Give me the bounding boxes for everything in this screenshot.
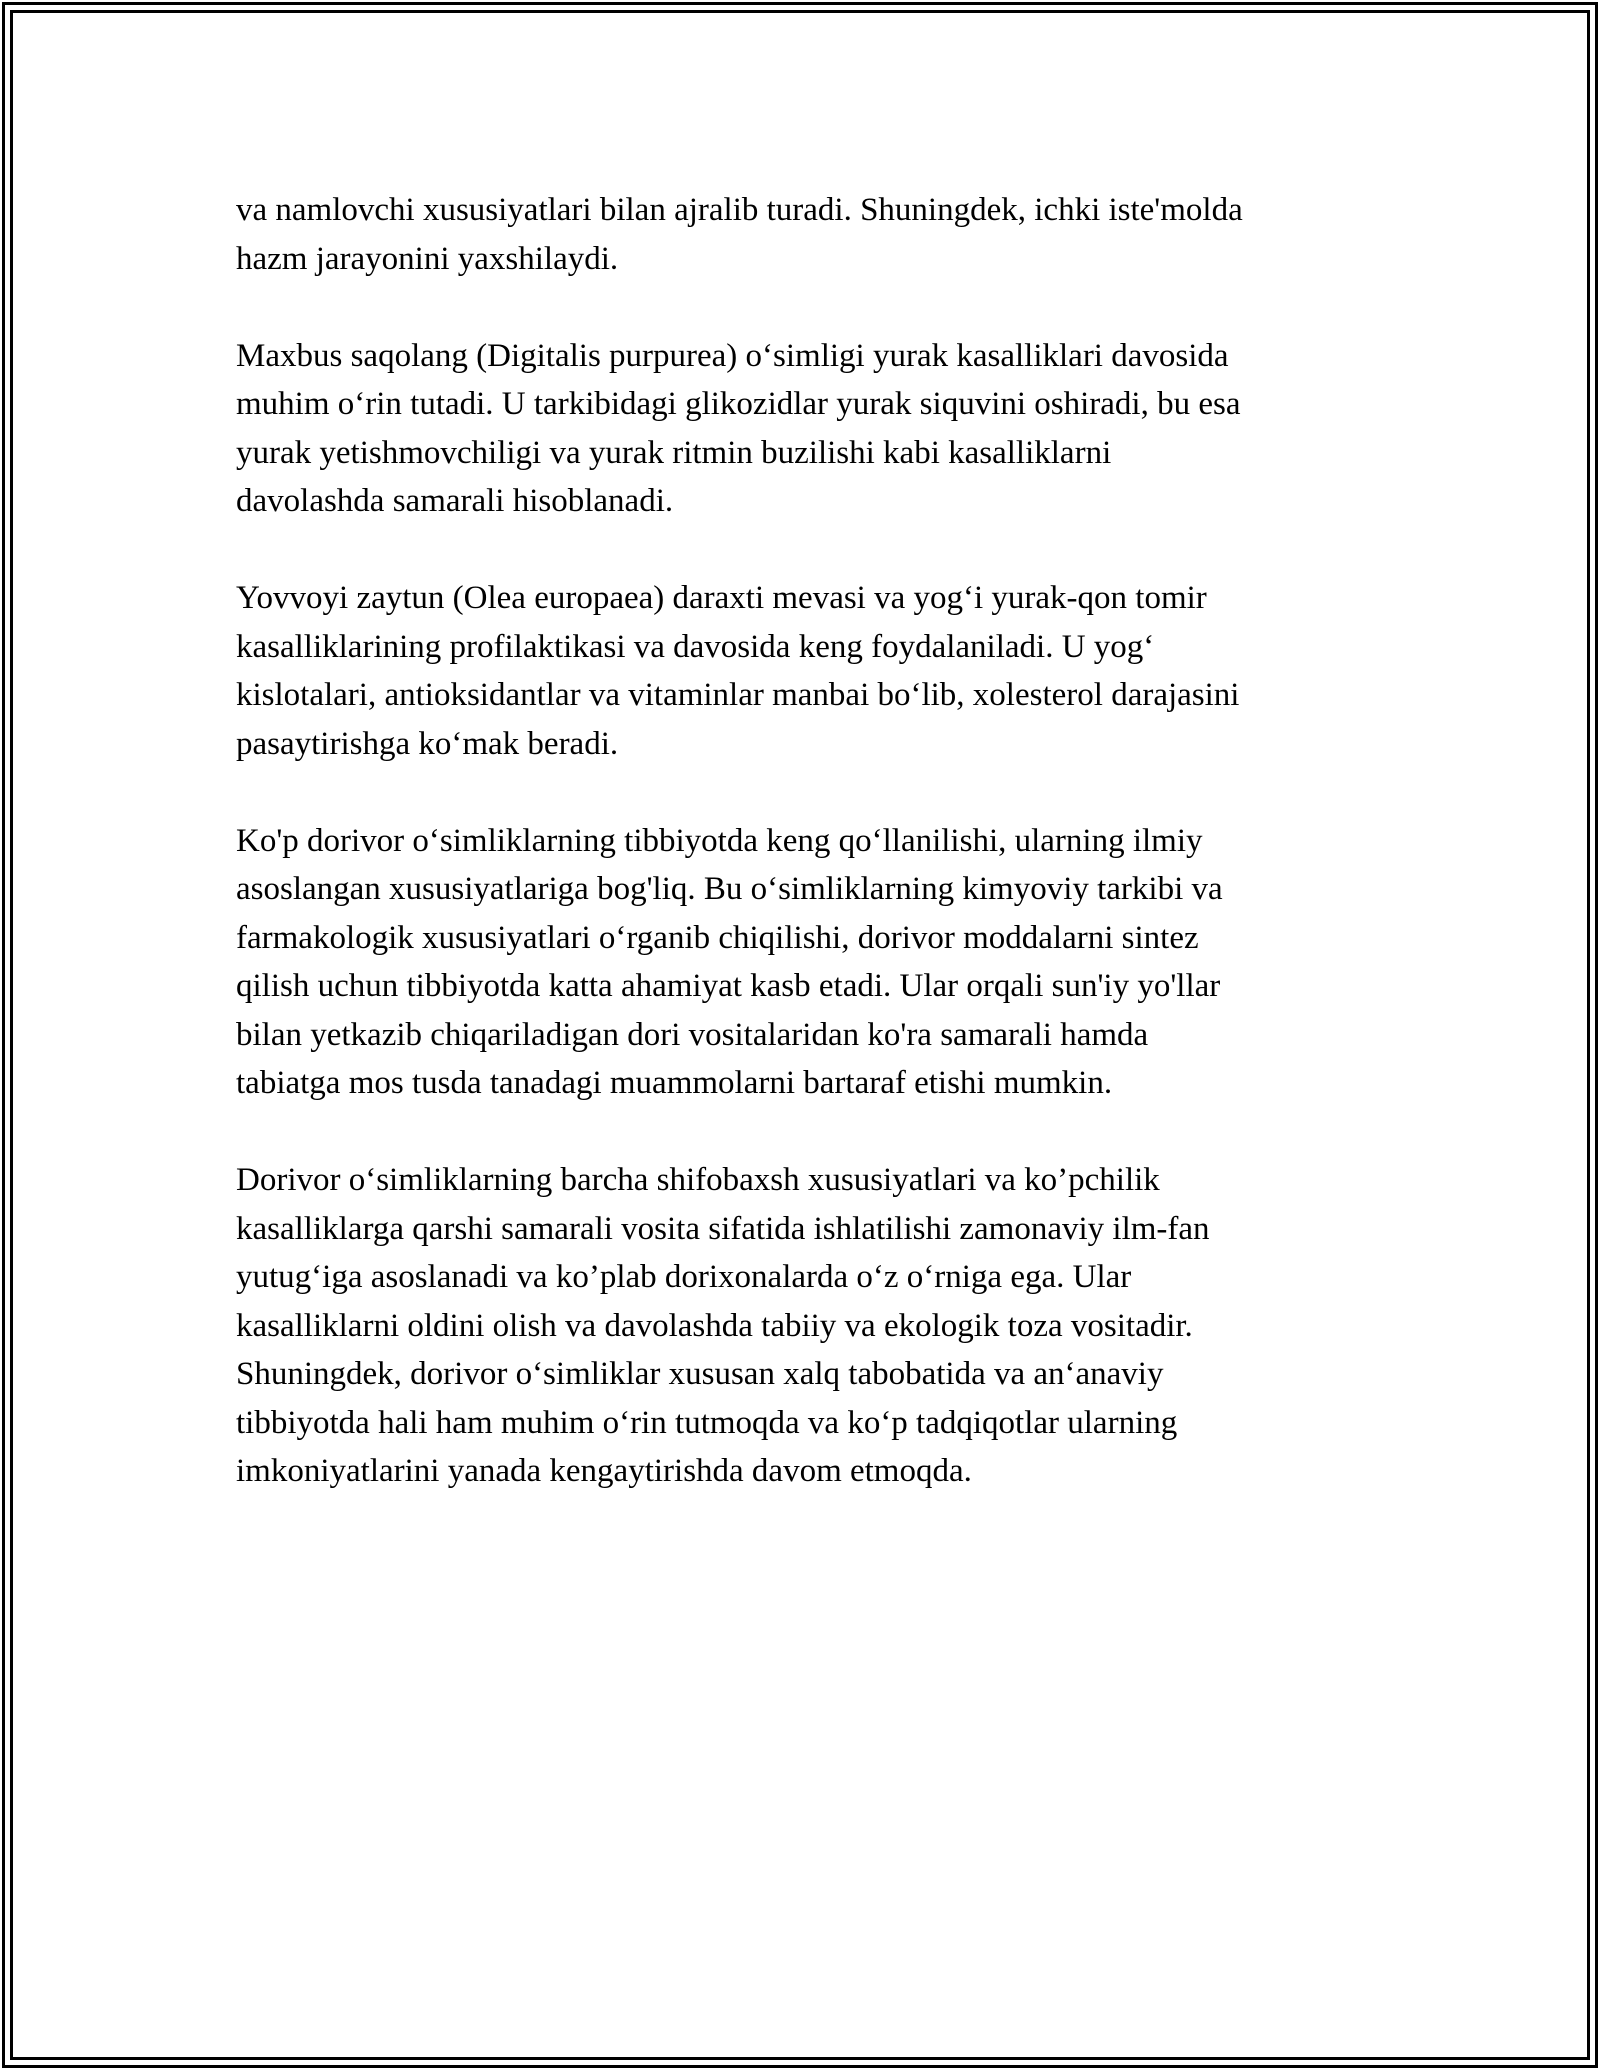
document-body xyxy=(236,186,1366,1544)
paragraph-3: Yovvoyi zaytun (Olea europaea) daraxti mevasi va yog‘i yurak-qon tomir kasalliklarining profilaktikasi va davosida keng foydalaniladi. U yog‘ kislotalari, antioksidantlar va vitaminlar manbai bo‘lib, xolesterol darajasini pasaytirishga ko‘mak beradi. xyxy=(236,580,1240,762)
paragraph-1: va namlovchi xususiyatlari bilan ajralib turadi. Shuningdek, ichki iste'molda hazm jarayonini yaxshilaydi. xyxy=(236,192,1243,277)
paragraph-4: Ko'p dorivor o‘simliklarning tibbiyotda keng qo‘llanilishi, ularning ilmiy asoslangan xususiyatlariga bog'liq. Bu o‘simliklarning kimyoviy tarkibi va farmakologik xususiyatlari o‘rganib chiqilishi, dorivor moddalarni sintez qilish uchun tibbiyotda katta ahamiyat kasb etadi. Ular orqali sun'iy yo'llar bilan yetkazib chiqariladigan dori vositalaridan ko'ra samarali hamda tabiatga mos tusda tanadagi muammolarni bartaraf etishi mumkin. xyxy=(236,822,1223,1101)
paragraph-2: Maxbus saqolang (Digitalis purpurea) o‘simligi yurak kasalliklari davosida muhim o‘rin tutadi. U tarkibidagi glikozidlar yurak siquvini oshiradi, bu esa yurak yetishmovchiligi va yurak ritmin buzilishi kabi kasalliklarni davolashda samarali hisoblanadi. xyxy=(236,337,1241,519)
paragraph-5: Dorivor o‘simliklarning barcha shifobaxsh xususiyatlari va ko’pchilik kasalliklarga qarshi samarali vosita sifatida ishlatilishi zamonaviy ilm-fan yutug‘iga asoslanadi va ko’plab dorixonalarda o‘z o‘rniga ega. Ular kasalliklarni oldini olish va davolashda tabiiy va ekologik toza vositadir. Shuningdek, dorivor o‘simliklar xususan xalq tabobatida va an‘anaviy tibbiyotda hali ham muhim o‘rin tutmoqda va ko‘p tadqiqotlar ularning imkoniyatlarini yanada kengaytirishda davom etmoqda. xyxy=(236,1162,1210,1489)
